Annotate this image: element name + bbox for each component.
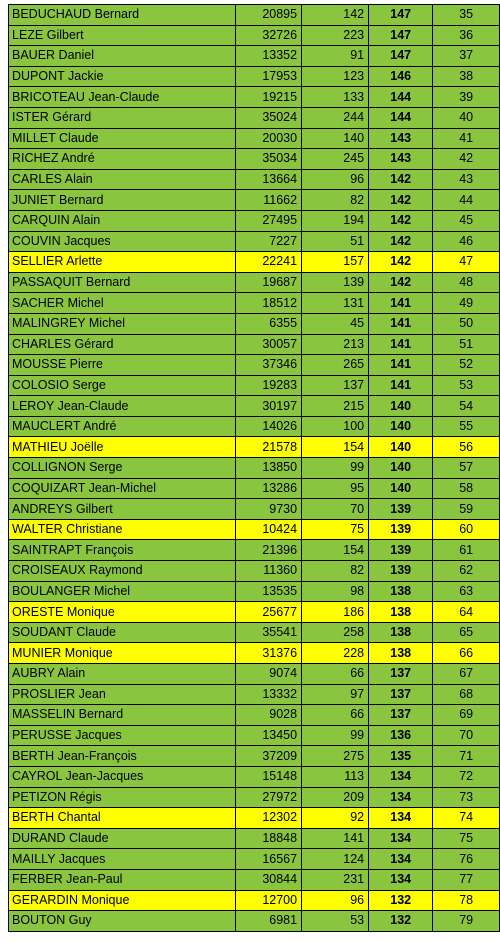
cell-rank: 68 [433, 684, 500, 705]
cell-value-2: 258 [302, 622, 369, 643]
table-row [9, 375, 500, 396]
cell-value-1: 11360 [236, 561, 302, 582]
cell-score: 138 [369, 622, 433, 643]
cell-value-1: 19283 [236, 375, 302, 396]
table-row [9, 169, 500, 190]
cell-value-1: 30844 [236, 869, 302, 890]
ranking-table-container [8, 4, 500, 932]
cell-value-2: 186 [302, 602, 369, 623]
cell-score: 142 [369, 190, 433, 211]
cell-name: MALINGREY Michel [9, 313, 236, 334]
table-row [9, 561, 500, 582]
table-row [9, 5, 500, 26]
cell-score: 141 [369, 313, 433, 334]
cell-value-1: 35024 [236, 107, 302, 128]
cell-rank: 49 [433, 293, 500, 314]
cell-value-1: 18512 [236, 293, 302, 314]
cell-rank: 45 [433, 210, 500, 231]
cell-value-2: 139 [302, 272, 369, 293]
cell-score: 132 [369, 890, 433, 911]
cell-rank: 66 [433, 643, 500, 664]
cell-score: 147 [369, 25, 433, 46]
cell-value-2: 45 [302, 313, 369, 334]
table-row [9, 540, 500, 561]
cell-rank: 69 [433, 705, 500, 726]
table-row [9, 25, 500, 46]
cell-value-2: 82 [302, 190, 369, 211]
cell-score: 141 [369, 375, 433, 396]
table-row [9, 416, 500, 437]
cell-score: 143 [369, 128, 433, 149]
cell-score: 140 [369, 396, 433, 417]
table-row [9, 272, 500, 293]
cell-name: RICHEZ André [9, 149, 236, 170]
cell-value-2: 124 [302, 849, 369, 870]
cell-value-2: 244 [302, 107, 369, 128]
table-row-highlighted [9, 519, 500, 540]
cell-value-2: 141 [302, 828, 369, 849]
cell-value-1: 13332 [236, 684, 302, 705]
table-row [9, 869, 500, 890]
cell-value-2: 213 [302, 334, 369, 355]
table-row [9, 87, 500, 108]
table-row [9, 746, 500, 767]
table-row [9, 725, 500, 746]
cell-name: AUBRY Alain [9, 664, 236, 685]
cell-value-1: 13664 [236, 169, 302, 190]
cell-value-1: 6355 [236, 313, 302, 334]
cell-value-2: 133 [302, 87, 369, 108]
cell-value-1: 13286 [236, 478, 302, 499]
cell-value-1: 9028 [236, 705, 302, 726]
cell-score: 141 [369, 355, 433, 376]
cell-value-2: 131 [302, 293, 369, 314]
cell-score: 134 [369, 849, 433, 870]
cell-rank: 77 [433, 869, 500, 890]
cell-name: COUVIN Jacques [9, 231, 236, 252]
cell-value-1: 13352 [236, 46, 302, 67]
cell-name: COLOSIO Serge [9, 375, 236, 396]
cell-value-1: 27972 [236, 787, 302, 808]
cell-value-1: 12302 [236, 808, 302, 829]
cell-name: BOUTON Guy [9, 911, 236, 932]
cell-value-2: 100 [302, 416, 369, 437]
cell-value-1: 6981 [236, 911, 302, 932]
cell-rank: 60 [433, 519, 500, 540]
cell-name: SELLIER Arlette [9, 252, 236, 273]
cell-value-2: 91 [302, 46, 369, 67]
cell-rank: 47 [433, 252, 500, 273]
cell-rank: 41 [433, 128, 500, 149]
cell-value-1: 9730 [236, 499, 302, 520]
cell-score: 137 [369, 664, 433, 685]
cell-score: 140 [369, 437, 433, 458]
cell-value-2: 245 [302, 149, 369, 170]
cell-score: 146 [369, 66, 433, 87]
cell-rank: 51 [433, 334, 500, 355]
cell-name: BERTH Jean-François [9, 746, 236, 767]
cell-value-1: 31376 [236, 643, 302, 664]
cell-rank: 76 [433, 849, 500, 870]
cell-score: 140 [369, 416, 433, 437]
cell-value-2: 228 [302, 643, 369, 664]
cell-name: WALTER Christiane [9, 519, 236, 540]
cell-value-2: 70 [302, 499, 369, 520]
cell-rank: 73 [433, 787, 500, 808]
table-row [9, 705, 500, 726]
cell-score: 142 [369, 231, 433, 252]
cell-score: 136 [369, 725, 433, 746]
cell-rank: 70 [433, 725, 500, 746]
cell-score: 139 [369, 561, 433, 582]
cell-name: MAUCLERT André [9, 416, 236, 437]
table-row [9, 128, 500, 149]
cell-name: LEROY Jean-Claude [9, 396, 236, 417]
cell-value-2: 82 [302, 561, 369, 582]
cell-value-1: 19215 [236, 87, 302, 108]
cell-value-2: 98 [302, 581, 369, 602]
cell-rank: 64 [433, 602, 500, 623]
cell-name: CARQUIN Alain [9, 210, 236, 231]
cell-score: 140 [369, 478, 433, 499]
cell-name: BRICOTEAU Jean-Claude [9, 87, 236, 108]
cell-score: 141 [369, 334, 433, 355]
cell-rank: 37 [433, 46, 500, 67]
cell-rank: 36 [433, 25, 500, 46]
cell-score: 144 [369, 107, 433, 128]
table-row [9, 849, 500, 870]
ranking-table [8, 4, 500, 932]
cell-value-2: 53 [302, 911, 369, 932]
cell-name: JUNIET Bernard [9, 190, 236, 211]
cell-name: MASSELIN Bernard [9, 705, 236, 726]
table-row [9, 581, 500, 602]
cell-rank: 75 [433, 828, 500, 849]
cell-rank: 79 [433, 911, 500, 932]
table-row [9, 210, 500, 231]
cell-score: 147 [369, 5, 433, 26]
cell-value-2: 96 [302, 169, 369, 190]
table-row [9, 46, 500, 67]
table-row-highlighted [9, 437, 500, 458]
table-row [9, 313, 500, 334]
cell-name: COLLIGNON Serge [9, 458, 236, 479]
cell-value-1: 11662 [236, 190, 302, 211]
table-row [9, 766, 500, 787]
cell-name: MATHIEU Joëlle [9, 437, 236, 458]
cell-name: BERTH Chantal [9, 808, 236, 829]
cell-score: 132 [369, 911, 433, 932]
cell-value-1: 9074 [236, 664, 302, 685]
cell-score: 142 [369, 252, 433, 273]
cell-value-1: 15148 [236, 766, 302, 787]
cell-rank: 58 [433, 478, 500, 499]
cell-value-2: 75 [302, 519, 369, 540]
cell-name: GERARDIN Monique [9, 890, 236, 911]
table-row [9, 787, 500, 808]
cell-score: 134 [369, 808, 433, 829]
table-row-highlighted [9, 808, 500, 829]
table-row-highlighted [9, 252, 500, 273]
cell-value-2: 92 [302, 808, 369, 829]
cell-name: ISTER Gérard [9, 107, 236, 128]
cell-value-1: 37346 [236, 355, 302, 376]
cell-value-1: 13450 [236, 725, 302, 746]
table-row [9, 396, 500, 417]
cell-score: 138 [369, 602, 433, 623]
cell-score: 135 [369, 746, 433, 767]
table-row [9, 293, 500, 314]
cell-rank: 57 [433, 458, 500, 479]
cell-score: 138 [369, 581, 433, 602]
cell-value-1: 35541 [236, 622, 302, 643]
cell-name: ORESTE Monique [9, 602, 236, 623]
cell-value-2: 209 [302, 787, 369, 808]
table-row [9, 190, 500, 211]
cell-name: DUPONT Jackie [9, 66, 236, 87]
cell-name: MOUSSE Pierre [9, 355, 236, 376]
table-row [9, 458, 500, 479]
cell-value-2: 142 [302, 5, 369, 26]
cell-value-1: 13850 [236, 458, 302, 479]
cell-score: 144 [369, 87, 433, 108]
cell-value-1: 18848 [236, 828, 302, 849]
cell-name: MAILLY Jacques [9, 849, 236, 870]
cell-value-2: 96 [302, 890, 369, 911]
cell-value-2: 99 [302, 458, 369, 479]
cell-name: PERUSSE Jacques [9, 725, 236, 746]
cell-rank: 55 [433, 416, 500, 437]
cell-rank: 39 [433, 87, 500, 108]
cell-value-2: 51 [302, 231, 369, 252]
cell-value-1: 7227 [236, 231, 302, 252]
cell-value-1: 12700 [236, 890, 302, 911]
cell-name: PASSAQUIT Bernard [9, 272, 236, 293]
cell-rank: 35 [433, 5, 500, 26]
cell-score: 134 [369, 869, 433, 890]
cell-score: 142 [369, 210, 433, 231]
table-row [9, 664, 500, 685]
cell-value-1: 32726 [236, 25, 302, 46]
cell-value-2: 157 [302, 252, 369, 273]
cell-value-2: 231 [302, 869, 369, 890]
cell-value-2: 97 [302, 684, 369, 705]
cell-score: 140 [369, 458, 433, 479]
cell-rank: 48 [433, 272, 500, 293]
cell-value-2: 223 [302, 25, 369, 46]
cell-score: 142 [369, 169, 433, 190]
table-row [9, 66, 500, 87]
cell-value-2: 215 [302, 396, 369, 417]
cell-name: SOUDANT Claude [9, 622, 236, 643]
cell-rank: 61 [433, 540, 500, 561]
cell-rank: 43 [433, 169, 500, 190]
cell-value-2: 140 [302, 128, 369, 149]
table-row [9, 684, 500, 705]
cell-rank: 54 [433, 396, 500, 417]
cell-value-1: 21578 [236, 437, 302, 458]
ranking-table-body [9, 5, 500, 932]
table-row [9, 828, 500, 849]
cell-value-1: 25677 [236, 602, 302, 623]
table-row [9, 355, 500, 376]
cell-value-1: 20895 [236, 5, 302, 26]
table-row [9, 499, 500, 520]
cell-name: CROISEAUX Raymond [9, 561, 236, 582]
table-row [9, 149, 500, 170]
cell-rank: 46 [433, 231, 500, 252]
table-row-highlighted [9, 643, 500, 664]
cell-rank: 40 [433, 107, 500, 128]
table-row-highlighted [9, 890, 500, 911]
cell-value-2: 95 [302, 478, 369, 499]
cell-rank: 74 [433, 808, 500, 829]
cell-score: 139 [369, 499, 433, 520]
cell-rank: 52 [433, 355, 500, 376]
cell-rank: 38 [433, 66, 500, 87]
cell-name: SAINTRAPT François [9, 540, 236, 561]
cell-rank: 72 [433, 766, 500, 787]
cell-rank: 44 [433, 190, 500, 211]
cell-name: SACHER Michel [9, 293, 236, 314]
cell-name: PETIZON Régis [9, 787, 236, 808]
cell-score: 134 [369, 787, 433, 808]
cell-value-1: 19687 [236, 272, 302, 293]
cell-value-1: 37209 [236, 746, 302, 767]
cell-name: DURAND Claude [9, 828, 236, 849]
table-row [9, 622, 500, 643]
cell-value-1: 30197 [236, 396, 302, 417]
table-row-highlighted [9, 602, 500, 623]
table-row [9, 911, 500, 932]
cell-score: 138 [369, 643, 433, 664]
table-row [9, 334, 500, 355]
cell-rank: 62 [433, 561, 500, 582]
cell-value-2: 66 [302, 664, 369, 685]
cell-value-2: 123 [302, 66, 369, 87]
cell-value-2: 154 [302, 540, 369, 561]
cell-value-2: 194 [302, 210, 369, 231]
cell-value-1: 10424 [236, 519, 302, 540]
cell-name: COQUIZART Jean-Michel [9, 478, 236, 499]
cell-name: PROSLIER Jean [9, 684, 236, 705]
cell-name: BEDUCHAUD Bernard [9, 5, 236, 26]
cell-value-2: 66 [302, 705, 369, 726]
cell-value-2: 113 [302, 766, 369, 787]
cell-value-1: 20030 [236, 128, 302, 149]
cell-score: 137 [369, 684, 433, 705]
cell-score: 143 [369, 149, 433, 170]
cell-name: CHARLES Gérard [9, 334, 236, 355]
cell-value-2: 275 [302, 746, 369, 767]
cell-name: BOULANGER Michel [9, 581, 236, 602]
cell-value-1: 35034 [236, 149, 302, 170]
table-row [9, 478, 500, 499]
cell-value-1: 22241 [236, 252, 302, 273]
cell-value-2: 99 [302, 725, 369, 746]
cell-score: 134 [369, 828, 433, 849]
cell-value-1: 17953 [236, 66, 302, 87]
cell-rank: 50 [433, 313, 500, 334]
cell-score: 141 [369, 293, 433, 314]
cell-score: 142 [369, 272, 433, 293]
cell-name: MILLET Claude [9, 128, 236, 149]
cell-value-1: 27495 [236, 210, 302, 231]
cell-rank: 71 [433, 746, 500, 767]
cell-value-2: 154 [302, 437, 369, 458]
cell-name: FERBER Jean-Paul [9, 869, 236, 890]
table-row [9, 231, 500, 252]
cell-name: MUNIER Monique [9, 643, 236, 664]
cell-rank: 42 [433, 149, 500, 170]
cell-value-1: 21396 [236, 540, 302, 561]
cell-score: 139 [369, 540, 433, 561]
cell-rank: 63 [433, 581, 500, 602]
cell-rank: 53 [433, 375, 500, 396]
table-row [9, 107, 500, 128]
cell-value-1: 30057 [236, 334, 302, 355]
cell-name: LEZE Gilbert [9, 25, 236, 46]
cell-rank: 78 [433, 890, 500, 911]
cell-name: CARLES Alain [9, 169, 236, 190]
cell-value-2: 137 [302, 375, 369, 396]
cell-value-1: 14026 [236, 416, 302, 437]
cell-name: ANDREYS Gilbert [9, 499, 236, 520]
cell-rank: 65 [433, 622, 500, 643]
cell-value-1: 13535 [236, 581, 302, 602]
cell-value-2: 265 [302, 355, 369, 376]
cell-name: BAUER Daniel [9, 46, 236, 67]
cell-score: 134 [369, 766, 433, 787]
cell-rank: 67 [433, 664, 500, 685]
cell-value-1: 16567 [236, 849, 302, 870]
cell-score: 137 [369, 705, 433, 726]
cell-rank: 59 [433, 499, 500, 520]
cell-score: 147 [369, 46, 433, 67]
cell-score: 139 [369, 519, 433, 540]
cell-name: CAYROL Jean-Jacques [9, 766, 236, 787]
cell-rank: 56 [433, 437, 500, 458]
